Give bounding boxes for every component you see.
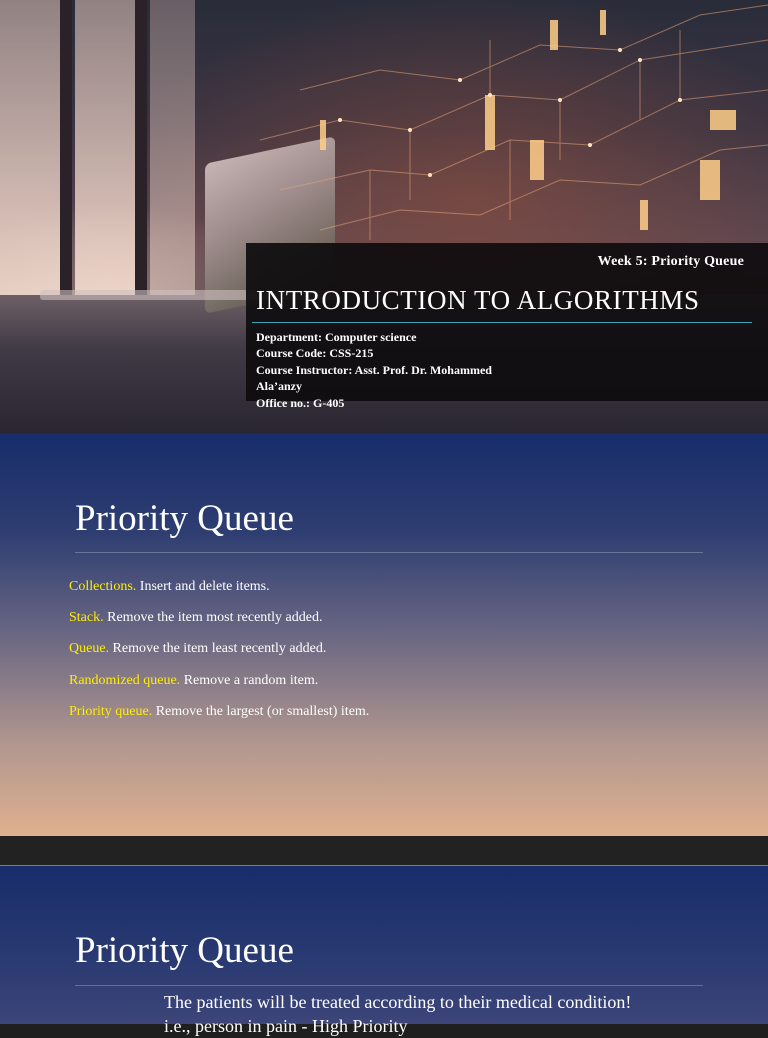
list-item	[69, 696, 369, 727]
slide-title: Priority Queue	[75, 498, 294, 539]
bullet-list	[69, 571, 369, 727]
info-department: Department: Computer science	[256, 330, 417, 344]
bullet-term: Queue.	[69, 641, 110, 657]
bullet-term: Randomized queue.	[69, 672, 181, 688]
bullet-term: Stack.	[69, 610, 104, 626]
info-instructor-cont: Ala’anzy	[256, 379, 302, 394]
course-title: INTRODUCTION TO ALGORITHMS	[256, 285, 700, 315]
info-office: Office no.: G-405	[256, 395, 345, 410]
info-course-code: Course Code: CSS-215	[256, 346, 374, 361]
bullet-term: Collections.	[69, 579, 137, 594]
window-frame	[135, 0, 147, 300]
bullet-term: Priority queue.	[69, 703, 153, 719]
title-slide	[0, 0, 768, 433]
info-instructor: Course Instructor: Asst. Prof. Dr. Mohammed	[256, 362, 492, 377]
title-divider	[75, 552, 703, 553]
course-info	[256, 329, 556, 411]
circuit-graphic	[260, 0, 768, 260]
body-line: The patients will be treated according to their medical condition!	[164, 992, 632, 1012]
bullet-text: Remove a random item.	[180, 672, 319, 688]
list-item	[69, 602, 369, 633]
body-line: i.e., person in pain - High Priority	[164, 1016, 408, 1036]
background-window	[75, 0, 135, 300]
title-card	[246, 243, 768, 410]
background-window	[0, 0, 60, 300]
list-item	[69, 665, 369, 696]
title-underline	[252, 322, 752, 323]
slide-priority-queue-list	[0, 433, 768, 836]
bullet-text: Insert and delete items.	[136, 579, 270, 594]
bullet-text: Remove the largest (or smallest) item.	[152, 703, 370, 719]
list-item	[69, 633, 369, 664]
title-divider	[75, 985, 703, 986]
slide-separator	[0, 836, 768, 866]
bullet-text: Remove the item most recently added.	[103, 610, 323, 626]
slide-body	[164, 990, 631, 1038]
list-item	[69, 571, 369, 602]
bullet-text: Remove the item least recently added.	[109, 641, 327, 657]
week-label: Week 5: Priority Queue	[597, 254, 744, 269]
slide-title: Priority Queue	[75, 930, 294, 971]
window-frame	[60, 0, 72, 300]
background-window	[150, 0, 195, 300]
slide-priority-queue-example	[0, 866, 768, 1036]
